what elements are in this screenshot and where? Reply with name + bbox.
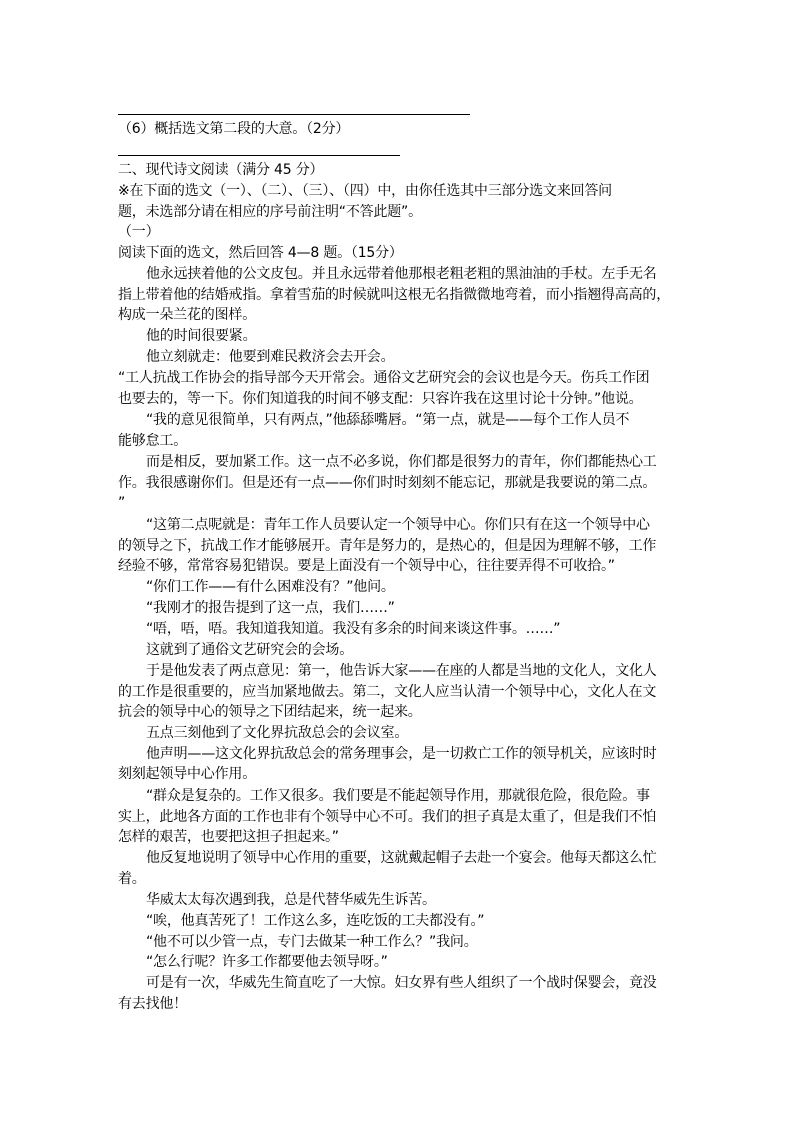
passage-line: “他不可以少管一点，专门去做某一种工作么？”我问。 (146, 934, 478, 950)
passage-line: “怎么行呢？许多工作都要他去领导呀。” (146, 954, 388, 970)
passage-line: 经验不够，常常容易犯错误。要是上面没有一个领导中心，往往要弄得不可收拾。” (118, 558, 615, 574)
answer-line-5 (118, 114, 470, 115)
passage-line: “我刚才的报告提到了这一点，我们……” (146, 600, 395, 616)
passage-line: 他永远挟着他的公文皮包。并且永远带着他那根老粗老粗的黑油油的手杖。左手无名 (146, 266, 657, 282)
passage-line: 着。 (118, 871, 146, 887)
section-title: 二、现代诗文阅读（满分 45 分） (118, 162, 324, 178)
passage-line: 的领导之下，抗战工作才能够展开。青年是努力的，是热心的，但是因为理解不够，工作 (118, 538, 657, 554)
passage-line: “这第二点呢就是：青年工作人员要认定一个领导中心。你们只有在这一个领导中心 (146, 517, 650, 533)
passage-line: 指上带着他的结婚戒指。拿着雪茄的时候就叫这根无名指微微地弯着，而小指翘得高高的， (118, 287, 670, 303)
passage-line: “唉，他真苦死了！工作这么多，连吃饭的工夫都没有。” (146, 913, 485, 929)
passage-line: ” (118, 495, 126, 511)
passage-line: “唔，唔，唔。我知道我知道。我没有多余的时间来谈这件事。……” (146, 621, 561, 637)
passage-line: 五点三刻他到了文化界抗敌总会的会议室。 (146, 725, 409, 741)
passage-line: “我的意见很简单，只有两点，”他舔舔嘴唇。“第一点，就是——每个工作人员不 (146, 412, 630, 428)
passage-line: 实上，此地各方面的工作也非有个领导中心不可。我们的担子真是太重了，但是我们不怕 (118, 809, 657, 825)
passage-line: 可是有一次，华威先生简直吃了一大惊。妇女界有些人组织了一个战时保婴会，竟没 (146, 975, 657, 991)
part-instruction: 阅读下面的选文，然后回答 4—8 题。（15分） (118, 245, 403, 261)
passage-line: 能够怠工。 (118, 433, 187, 449)
passage-line: 也要去的，等一下。你们知道我的时间不够支配：只容许我在这里讨论十分钟。”他说。 (118, 391, 643, 407)
part-label: （一） (118, 224, 160, 240)
passage-line: 有去找他！ (118, 996, 187, 1012)
passage-line: 构成一朵兰花的图样。 (118, 307, 256, 323)
passage-line: 这就到了通俗文艺研究会的会场。 (146, 642, 353, 658)
passage-line: 的工作是很重要的，应当加紧地做去。第二，文化人应当认清一个领导中心，文化人在文 (118, 684, 657, 700)
passage-line: 抗会的领导中心的领导之下团结起来，统一起来。 (118, 704, 422, 720)
passage-line: 他反复地说明了领导中心作用的重要，这就戴起帽子去赴一个宴会。他每天都这么忙 (146, 850, 657, 866)
passage-line: 他声明——这文化界抗敌总会的常务理事会，是一切救亡工作的领导机关，应该时时 (146, 746, 657, 762)
passage-line: 华威太太每次遇到我，总是代替华威先生诉苦。 (146, 892, 436, 908)
passage-line: 怎样的艰苦，也要把这担子担起来。” (118, 829, 339, 845)
section-note-line: ※在下面的选文（一）、（二）、（三）、（四）中，由你任选其中三部分选文来回答问 (118, 183, 612, 199)
passage-line: 于是他发表了两点意见：第一，他告诉大家——在座的人都是当地的文化人，文化人 (146, 663, 657, 679)
passage-line: “工人抗战工作协会的指导部今天开常会。通俗文艺研究会的会议也是今天。伤兵工作团 (118, 370, 650, 386)
section-note-line: 题，未选部分请在相应的序号前注明“不答此题”。 (118, 204, 422, 220)
passage-line: 他的时间很要紧。 (146, 328, 257, 344)
answer-line-6 (118, 155, 400, 156)
passage-line: “你们工作——有什么困难没有？”他问。 (146, 579, 395, 595)
passage-line: 他立刻就走：他要到难民救济会去开会。 (146, 349, 395, 365)
question-6-label: （6）概括选文第二段的大意。（2分） (118, 121, 350, 137)
passage-line: 刻刻起领导中心作用。 (118, 766, 256, 782)
passage-line: 而是相反，要加紧工作。这一点不必多说，你们都是很努力的青年，你们都能热心工 (146, 454, 657, 470)
passage-line: 作。我很感谢你们。但是还有一点——你们时时刻刻不能忘记，那就是我要说的第二点。 (118, 475, 657, 491)
passage-line: “群众是复杂的。工作又很多。我们要是不能起领导作用，那就很危险，很危险。事 (146, 788, 650, 804)
